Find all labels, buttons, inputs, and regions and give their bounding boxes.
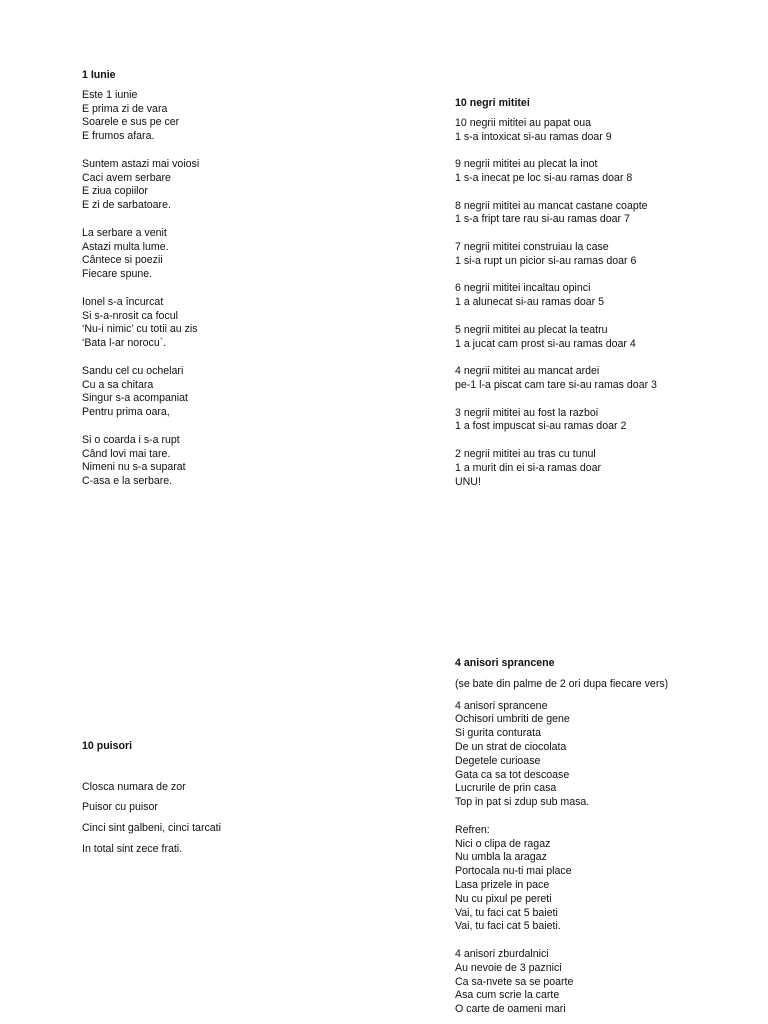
poem-10-negri-mititei: [455, 97, 657, 489]
verse-line: Ochisori umbriti de gene: [455, 713, 570, 726]
verse-line: In total sint zece frati.: [82, 842, 183, 855]
verse-line: 3 negrii mititei au fost la razboi: [455, 406, 599, 419]
verse-line: 10 negrii mititei au papat oua: [455, 116, 592, 129]
verse-line: E frumos afara.: [82, 130, 155, 143]
poem-title: 1 Iunie: [82, 69, 116, 81]
verse-line: Si gurita conturata: [455, 727, 541, 740]
verse-line: Si s-a-nrosit ca focul: [82, 309, 178, 322]
stanza: [455, 324, 657, 352]
poem-title: 10 negri mititei: [455, 97, 530, 109]
verse-line: Gata ca sa tot descoase: [455, 768, 570, 781]
verse-line: La serbare a venit: [82, 226, 167, 239]
stanza: [82, 89, 199, 144]
verse-line: 1 a jucat cam prost si-au ramas doar 4: [455, 337, 636, 350]
verse-line: Au nevoie de 3 paznici: [455, 961, 562, 974]
stanza: [455, 117, 657, 145]
verse-line: Portocala nu-ti mai place: [455, 865, 572, 878]
verse-line: Puisor cu puisor: [82, 801, 158, 814]
poem-body: [82, 781, 221, 857]
verse-line: ‘Nu-i nimic’ cu totii au zis: [82, 323, 198, 336]
verse-line: Lasa prizele in pace: [455, 878, 550, 891]
verse-line: E ziua copiilor: [82, 185, 148, 198]
stanza: [455, 241, 657, 269]
stanza: [455, 158, 657, 186]
verse-line: Si o coarda i s-a rupt: [82, 433, 180, 446]
verse-line: Caci avem serbare: [82, 171, 171, 184]
stanza: [82, 365, 199, 420]
stanza: [82, 227, 199, 282]
verse-line: 1 a alunecat si-au ramas doar 5: [455, 296, 604, 309]
verse-line: 2 negrii mititei au tras cu tunul: [455, 447, 596, 460]
verse-line: Fiecare spune.: [82, 268, 153, 281]
verse-line: Closca numara de zor: [82, 780, 186, 793]
poem-body: [82, 89, 199, 489]
verse-line: O carte de oameni mari: [455, 1003, 566, 1016]
verse-line: 7 negrii mititei construiau la case: [455, 240, 609, 253]
verse-line: C-asa e la serbare.: [82, 475, 173, 488]
verse-line: 1 s-a intoxicat si-au ramas doar 9: [455, 130, 612, 143]
verse-line: Nimeni nu s-a suparat: [82, 461, 186, 474]
verse-line: pe-1 l-a piscat cam tare si-au ramas doar 3: [455, 378, 657, 391]
verse-line: Suntem astazi mai voiosi: [82, 157, 200, 170]
stanza: [455, 407, 657, 435]
verse-line: Când lovi mai tare.: [82, 447, 171, 460]
poem-10-puisori: [82, 740, 221, 863]
verse-line: Nici o clipa de ragaz: [455, 837, 551, 850]
verse-line: Vai, tu faci cat 5 baieti.: [455, 920, 561, 933]
verse-line: Este 1 iunie: [82, 88, 138, 101]
verse-line: UNU!: [455, 475, 481, 488]
verse-line: Lucrurile de prin casa: [455, 782, 557, 795]
poem-title: 10 puisori: [82, 740, 133, 752]
verse-line: De un strat de ciocolata: [455, 740, 567, 753]
verse-line: 5 negrii mititei au plecat la teatru: [455, 323, 608, 336]
poem-4-anisori-sprancene: [455, 657, 668, 1017]
verse-line: Sandu cel cu ochelari: [82, 364, 184, 377]
verse-line: ‘Bata l-ar norocu`.: [82, 337, 167, 350]
poem-body: [455, 700, 668, 1017]
verse-line: 1 s-a fript tare rau si-au ramas doar 7: [455, 213, 630, 226]
stanza: [455, 700, 668, 810]
verse-line: 9 negrii mititei au plecat la inot: [455, 158, 598, 171]
verse-line: 1 a fost impuscat si-au ramas doar 2: [455, 420, 627, 433]
verse-line: 8 negrii mititei au mancat castane coapte: [455, 199, 648, 212]
verse-line: E prima zi de vara: [82, 102, 168, 115]
poem-1-iunie: [82, 69, 199, 489]
verse-line: Pentru prima oara,: [82, 406, 170, 419]
poem-instruction-note: (se bate din palme de 2 ori dupa fiecare vers): [455, 677, 669, 690]
refrain-stanza: [455, 824, 668, 934]
verse-line: 1 s-a inecat pe loc si-au ramas doar 8: [455, 171, 633, 184]
verse-line: Nu cu pixul pe pereti: [455, 892, 552, 905]
verse-line: Cântece si poezii: [82, 254, 163, 267]
verse-line: Astazi multa lume.: [82, 240, 169, 253]
stanza: [82, 296, 199, 351]
verse-line: 1 a murit din ei si-a ramas doar: [455, 461, 602, 474]
refrain-label: Refren:: [455, 823, 490, 836]
verse-line: Vai, tu faci cat 5 baieti: [455, 906, 558, 919]
verse-line: Nu umbla la aragaz: [455, 851, 547, 864]
stanza: [455, 282, 657, 310]
verse-line: 4 anisori sprancene: [455, 699, 548, 712]
poem-body: [455, 117, 657, 490]
stanza: [455, 365, 657, 393]
verse-line: Ionel s-a încurcat: [82, 295, 164, 308]
verse-line: Degetele curioase: [455, 754, 541, 767]
verse-line: Cinci sint galbeni, cinci tarcati: [82, 821, 221, 834]
verse-line: Asa cum scrie la carte: [455, 989, 560, 1002]
verse-line: Cu a sa chitara: [82, 378, 154, 391]
stanza: [82, 158, 199, 213]
verse-line: 6 negrii mititei incaltau opinci: [455, 282, 591, 295]
verse-line: E zi de sarbatoare.: [82, 199, 171, 212]
poem-title: 4 anisori sprancene: [455, 657, 555, 669]
verse-line: Singur s-a acompaniat: [82, 392, 188, 405]
verse-line: Top in pat si zdup sub masa.: [455, 796, 590, 809]
verse-line: 4 negrii mititei au mancat ardei: [455, 365, 600, 378]
stanza: [455, 948, 668, 1017]
stanza: [455, 448, 657, 489]
verse-line: 4 anisori zburdalnici: [455, 947, 549, 960]
stanza: [82, 434, 199, 489]
verse-line: 1 si-a rupt un picior si-au ramas doar 6: [455, 254, 637, 267]
verse-line: Ca sa-nvete sa se poarte: [455, 975, 574, 988]
stanza: [455, 200, 657, 228]
verse-line: Soarele e sus pe cer: [82, 116, 180, 129]
